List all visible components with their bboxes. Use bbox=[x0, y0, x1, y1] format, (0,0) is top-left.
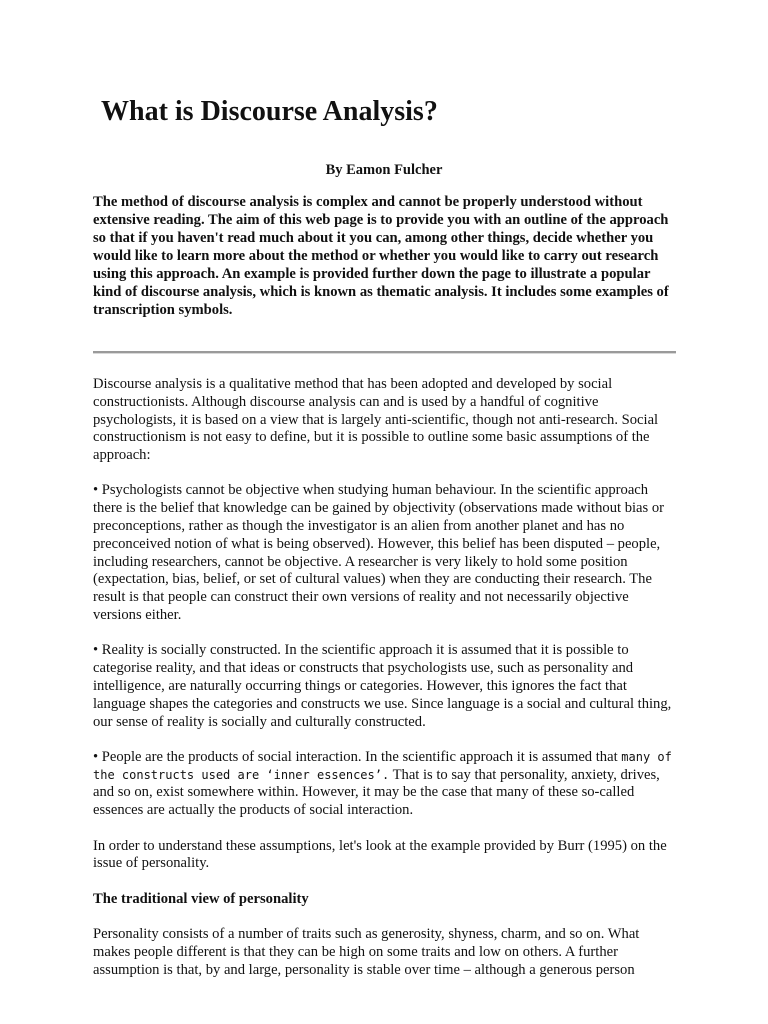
bullet-social-interaction-end: That is to say that personality, anxiety, drives, and so on, exist somewhere within. However, it may be the case that many of these so-called essences are actually the products of social interaction. bbox=[93, 766, 660, 819]
page-title: What is Discourse Analysis? bbox=[101, 96, 438, 127]
bullet-social-interaction-start: • People are the products of social interaction. In the scientific approach it is assumed that bbox=[93, 748, 622, 765]
paragraph-personality: Personality consists of a number of traits such as generosity, shyness, charm, and so on. What makes people different is that they can be high on some traits and low on others. A further assumption is that, by and large, personality is stable over time – although a generous person bbox=[93, 925, 640, 978]
bullet-objectivity: • Psychologists cannot be objective when studying human behaviour. In the scientific approach there is the belief that knowledge can be gained by objectivity (observations made without bias or preconceptions, rather as though the investigator is an alien from another planet and has no preconceived notion of what is being observed). However, this belief has been disputed – people, including researchers, cannot be objective. A researcher is very likely to hold some position (expectation, bias, belief, or set of cultural values) when they are conducting their research. The result is that people can construct their own versions of reality and not necessarily objective versions either. bbox=[93, 482, 665, 624]
bullet-reality: • Reality is socially constructed. In the scientific approach it is assumed that it is possible to categorise reality, and that ideas or constructs that psychologists use, such as personality and intelligence, are naturally occurring things or categories. However, this ignores the fact that language shapes the categories and constructs we use. Since language is a social and cultural thing, our sense of reality is socially and culturally constructed. bbox=[93, 642, 672, 730]
intro-paragraph: The method of discourse analysis is complex and cannot be properly understood without extensive reading. The aim of this web page is to provide you with an outline of the approach so that if you haven't read much about it you can, among other things, decide whether you would like to learn more about the method or whether you would like to carry out research using this approach. An example is provided further down the page to illustrate a popular kind of discourse analysis, which is known as thematic analysis. It includes some examples of transcription symbols. bbox=[93, 194, 669, 318]
author-byline: By Eamon Fulcher bbox=[325, 162, 443, 178]
paragraph-discourse-analysis: Discourse analysis is a qualitative method that has been adopted and developed by social constructionists. Although discourse analysis can and is used by a handful of cognitive psychologists, it is based on a view that is largely anti-scientific, though not anti-research. Social constructionism is not easy to define, but it is possible to outline some basic assumptions of the approach: bbox=[93, 376, 659, 464]
inner-essences-fragment: many of the constructs used are ‘inner essences’. bbox=[93, 749, 672, 782]
article-body bbox=[93, 376, 678, 997]
horizontal-divider bbox=[93, 351, 676, 354]
section-heading-traditional-view: The traditional view of personality bbox=[93, 890, 309, 907]
bullet-social-interaction bbox=[93, 749, 678, 820]
paragraph-burr-example: In order to understand these assumptions, let's look at the example provided by Burr (1995) on the issue of personality. bbox=[93, 837, 667, 872]
